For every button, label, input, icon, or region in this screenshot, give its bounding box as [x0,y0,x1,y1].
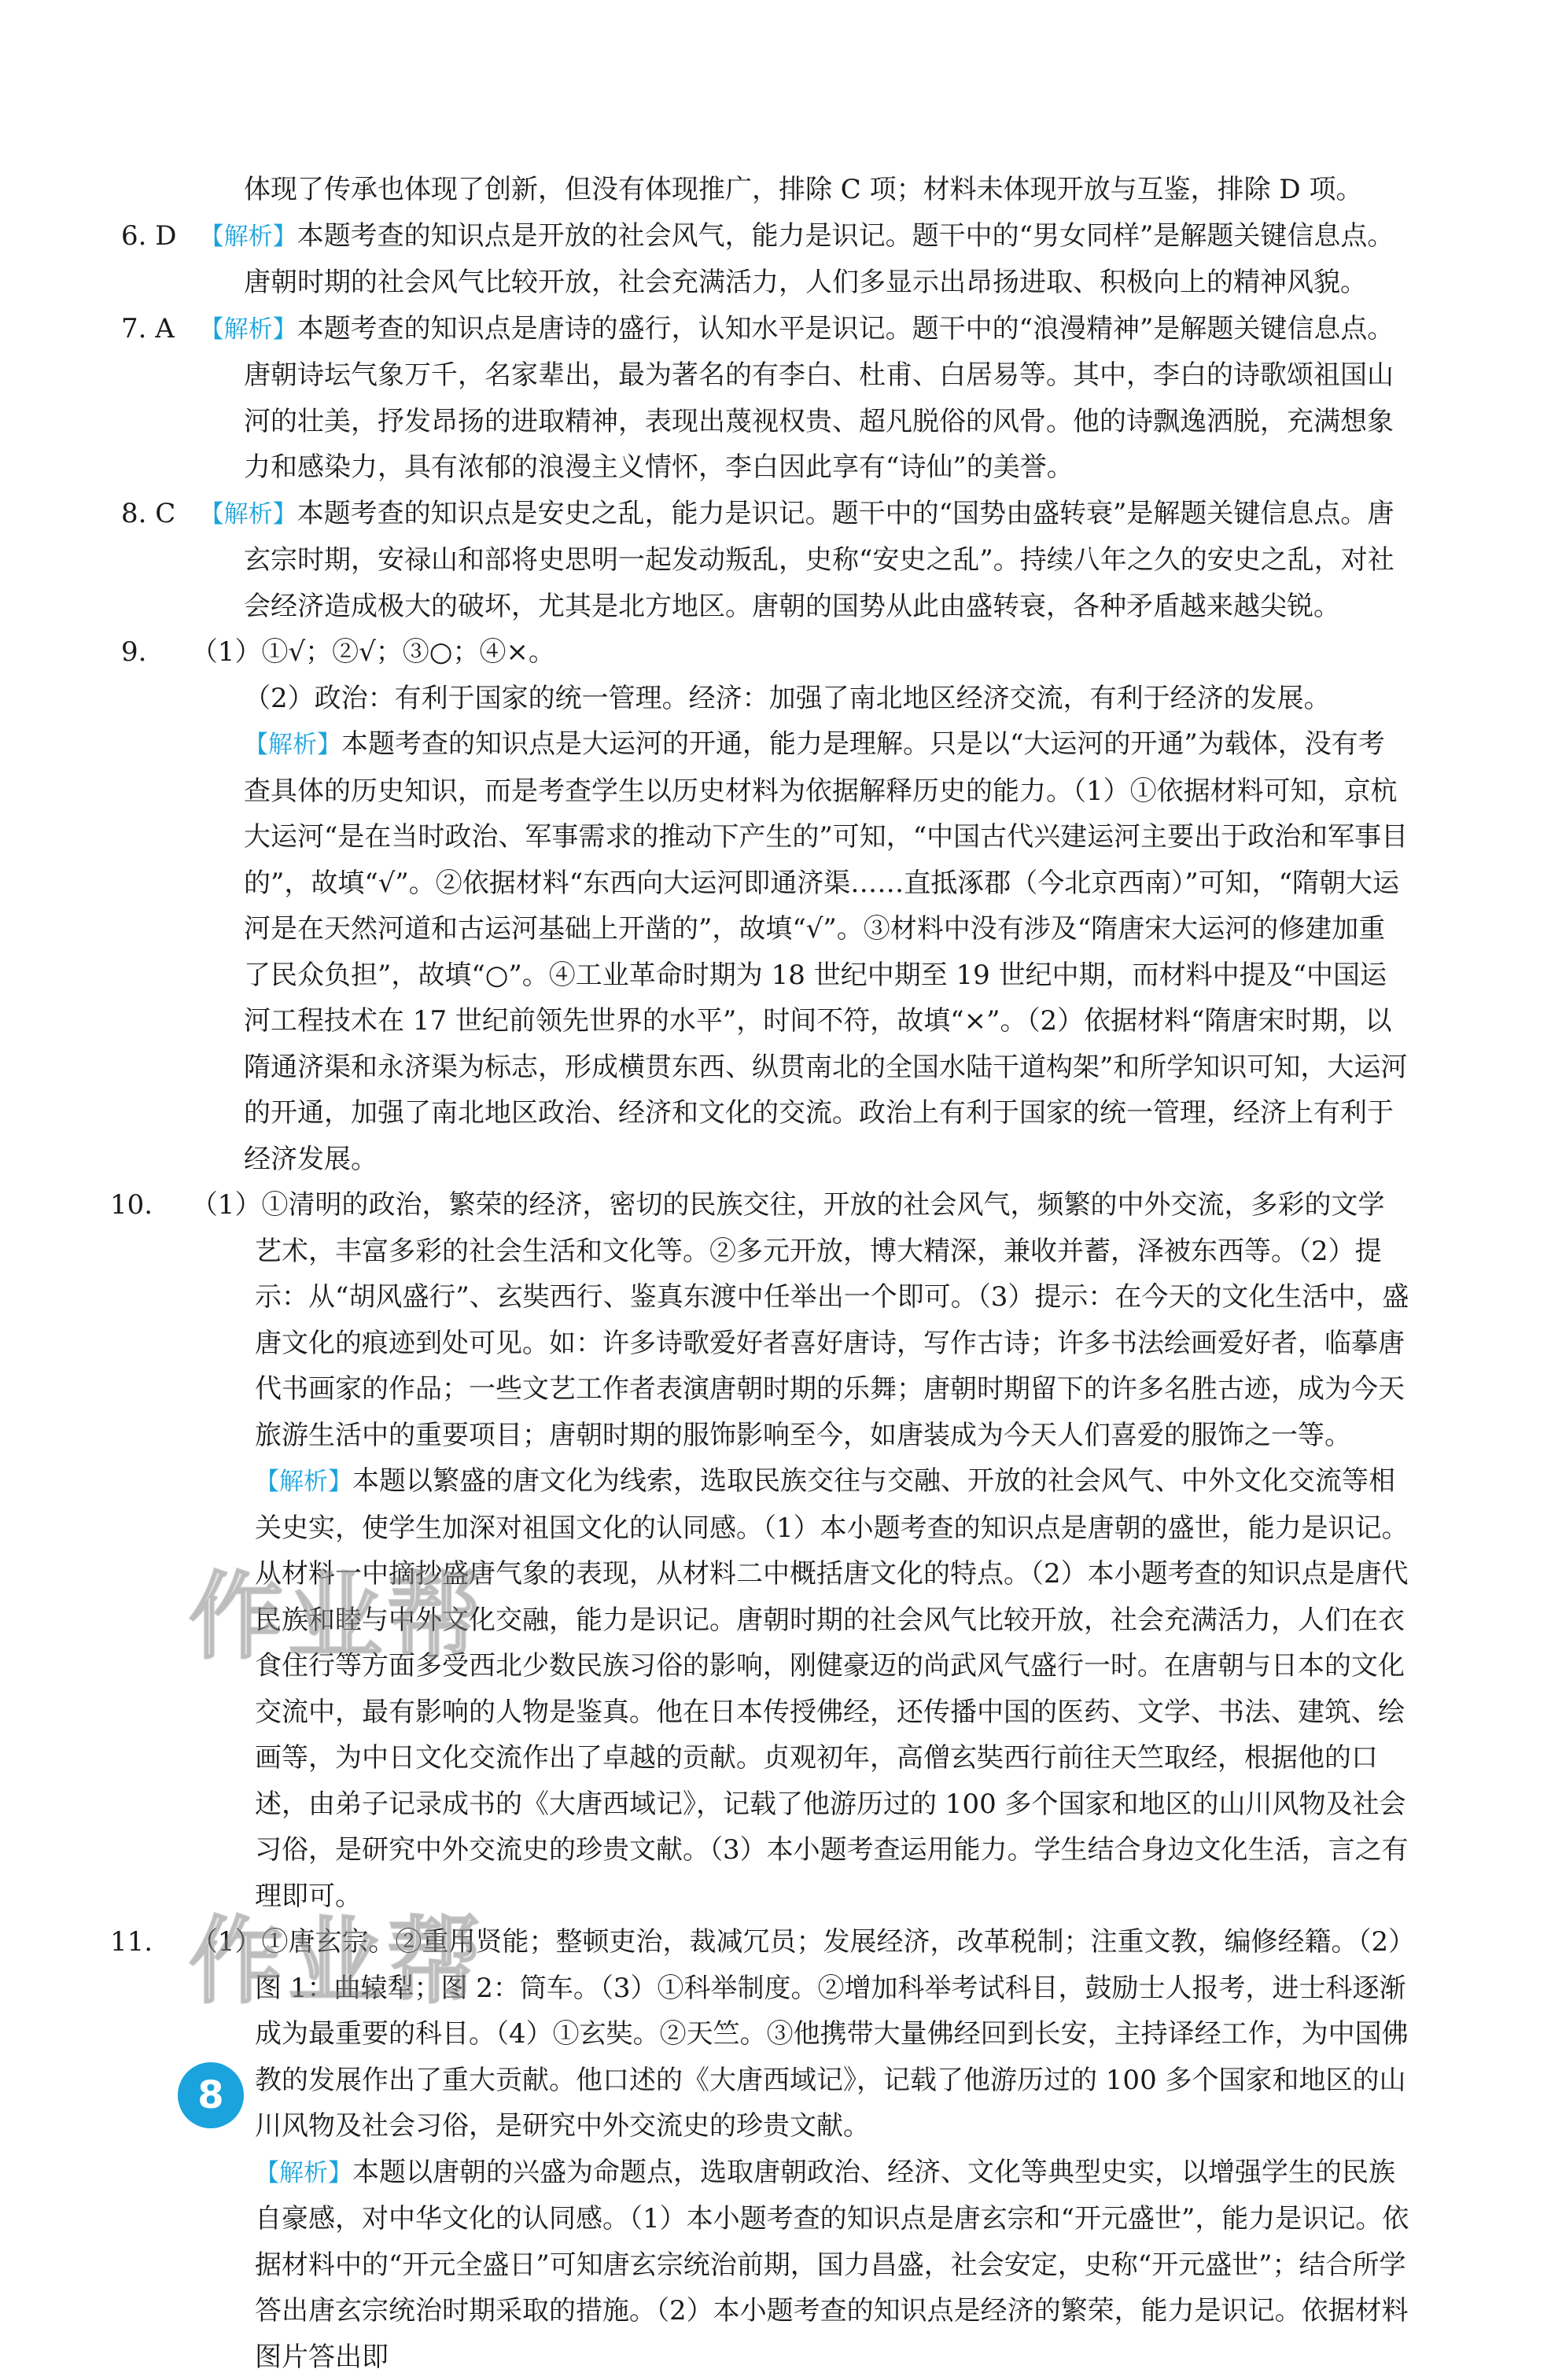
analysis-text: 本题以唐朝的兴盛为命题点，选取唐朝政治、经济、文化等典型史实，以增强学生的民族自豪感，对中华文化的认同感。（1）本小题考查的知识点是唐玄宗和“开元盛世”，能力是识记。依据材料中的“开元全盛日”可知唐玄宗统治前期，国力昌盛，社会安定，史称“开元盛世”；结合所学答出唐玄宗统治时期采取的措施。（2）本小题考查的知识点是经济的繁荣，能力是识记。依据材料图片答出即 [255,2157,1409,2373]
answer-part-2: （2）政治：有利于国家的统一管理。经济：加强了南北地区经济交流，有利于经济的发展。 [182,676,1409,722]
analysis-tag: 【解析】 [200,500,297,529]
question-11: 11. （1）①唐玄宗。②重用贤能；整顿吏治，裁减冗员；发展经济，改革税制；注重文教，编修经籍。（2）图 1：曲辕犁；图 2：筒车。（3）①科举制度。②增加科举考试科目，鼓励士人报考，进士科逐渐成为最重要的科目。（4）①玄奘。②天竺。③他携带大量佛经回到长安，主持译经工作，为中国佛教的发展作出了重大贡献。他口述的《大唐西域记》，记载了他游历过的 100 多个国家和地区的山川风物及社会习俗，是研究中外交流史的珍贵文献。 [182,1919,1409,2150]
watermark: 作业帮 [189,1542,486,1677]
analysis-tag: 【解析】 [255,2159,352,2187]
analysis-text: 本题以繁盛的唐文化为线索，选取民族交往与交融、开放的社会风气、中外文化交流等相关史实，使学生加深对祖国文化的认同感。（1）本小题考查的知识点是唐朝的盛世，能力是识记。从材料一中摘抄盛唐气象的表现，从材料二中概括唐文化的特点。（2）本小题考查的知识点是唐代民族和睦与中外文化交融，能力是识记。唐朝时期的社会风气比较开放，社会充满活力，人们在衣食住行等方面多受西北少数民族习俗的影响，刚健豪迈的尚武风气盛行一时。在唐朝与日本的文化交流中，最有影响的人物是鉴真。他在日本传授佛经，还传播中国的医药、文学、书法、建筑、绘画等，为中日文化交流作出了卓越的贡献。贞观初年，高僧玄奘西行前往天竺取经，根据他的口述，由弟子记录成书的《大唐西域记》，记载了他游历过的 100 多个国家和地区的山川风物及社会习俗，是研究中外交流史的珍贵文献。（3）本小题考查运用能力。学生结合身边文化生活，言之有理即可。 [255,1465,1409,1912]
line-continuation: 体现了传承也体现了创新，但没有体现推广，排除 C 项；材料未体现开放与互鉴，排除 D 项。 [182,167,1409,213]
answer-text: （1）①清明的政治，繁荣的经济，密切的民族交往，开放的社会风气，频繁的中外交流，多彩的文学艺术，丰富多彩的社会生活和文化等。②多元开放，博大精深，兼收并蓄，泽被东西等。（2）提示：从“胡风盛行”、玄奘西行、鉴真东渡中任举出一个即可。（3）提示：在今天的文化生活中，盛唐文化的痕迹到处可见。如：许多诗歌爱好者喜好唐诗，写作古诗；许多书法绘画爱好者，临摹唐代书画家的作品；一些文艺工作者表演唐朝时期的乐舞；唐朝时期留下的许多名胜古迹，成为今天旅游生活中的重要项目；唐朝时期的服饰影响至今，如唐装成为今天人们喜爱的服饰之一等。 [191,1189,1409,1451]
analysis-tag: 【解析】 [255,1468,352,1496]
answer-text: （1）①唐玄宗。②重用贤能；整顿吏治，裁减冗员；发展经济，改革税制；注重文教，编修经籍。（2）图 1：曲辕犁；图 2：筒车。（3）①科举制度。②增加科举考试科目，鼓励士人报考，进士科逐渐成为最重要的科目。（4）①玄奘。②天竺。③他携带大量佛经回到长安，主持译经工作，为中国佛教的发展作出了重大贡献。他口述的《大唐西域记》，记载了他游历过的 100 多个国家和地区的山川风物及社会习俗，是研究中外交流史的珍贵文献。 [191,1926,1409,2142]
analysis-text: 本题考查的知识点是安史之乱，能力是识记。题干中的“国势由盛转衰”是解题关键信息点。唐玄宗时期，安禄山和部将史思明一起发动叛乱，史称“安史之乱”。持续八年之久的安史之乱，对社会经济造成极大的破坏，尤其是北方地区。唐朝的国势从此由盛转衰，各种矛盾越来越尖锐。 [244,498,1394,622]
analysis-text: 本题考查的知识点是开放的社会风气，能力是识记。题干中的“男女同样”是解题关键信息点。唐朝时期的社会风气比较开放，社会充满活力，人们多显示出昂扬进取、积极向上的精神风貌。 [244,220,1394,299]
question-8: 8. C 【解析】本题考查的知识点是安史之乱，能力是识记。题干中的“国势由盛转衰”是解题关键信息点。唐玄宗时期，安禄山和部将史思明一起发动叛乱，史称“安史之乱”。持续八年之久的安史之乱，对社会经济造成极大的破坏，尤其是北方地区。唐朝的国势从此由盛转衰，各种矛盾越来越尖锐。 [182,491,1409,630]
answer-part-1: （1）①√；②√；③○；④×。 [191,636,555,668]
question-10-analysis [182,1458,1409,1919]
watermark: 作业帮 [189,1886,486,2021]
question-6: 6. D 【解析】本题考查的知识点是开放的社会风气，能力是识记。题干中的“男女同样”是解题关键信息点。唐朝时期的社会风气比较开放，社会充满活力，人们多显示出昂扬进取、积极向上的精神风貌。 [182,213,1409,306]
analysis-text: 本题考查的知识点是唐诗的盛行，认知水平是识记。题干中的“浪漫精神”是解题关键信息点。唐朝诗坛气象万千，名家辈出，最为著名的有李白、杜甫、白居易等。其中，李白的诗歌颂祖国山河的壮美，抒发昂扬的进取精神，表现出蔑视权贵、超凡脱俗的风骨。他的诗飘逸洒脱，充满想象力和感染力，具有浓郁的浪漫主义情怀，李白因此享有“诗仙”的美誉。 [244,313,1394,484]
page-number-badge: 8 [178,2062,244,2128]
question-10: 10. （1）①清明的政治，繁荣的经济，密切的民族交往，开放的社会风气，频繁的中外交流，多彩的文学艺术，丰富多彩的社会生活和文化等。②多元开放，博大精深，兼收并蓄，泽被东西等。（2）提示：从“胡风盛行”、玄奘西行、鉴真东渡中任举出一个即可。（3）提示：在今天的文化生活中，盛唐文化的痕迹到处可见。如：许多诗歌爱好者喜好唐诗，写作古诗；许多书法绘画爱好者，临摹唐代书画家的作品；一些文艺工作者表演唐朝时期的乐舞；唐朝时期留下的许多名胜古迹，成为今天旅游生活中的重要项目；唐朝时期的服饰影响至今，如唐装成为今天人们喜爱的服饰之一等。 [182,1182,1409,1458]
question-9-analysis [182,721,1409,1182]
answer-content [182,167,1409,2380]
analysis-tag: 【解析】 [244,731,341,759]
question-9: 9. （1）①√；②√；③○；④×。 [182,629,1409,676]
analysis-text: 本题考查的知识点是大运河的开通，能力是理解。只是以“大运河的开通”为载体，没有考查具体的历史知识，而是考查学生以历史材料为依据解释历史的能力。（1）①依据材料可知，京杭大运河“是在当时政治、军事需求的推动下产生的”可知，“中国古代兴建运河主要出于政治和军事目的”，故填“√”。②依据材料“东西向大运河即通济渠……直抵涿郡（今北京西南）”可知，“隋朝大运河是在天然河道和古运河基础上开凿的”，故填“√”。③材料中没有涉及“隋唐宋大运河的修建加重了民众负担”，故填“○”。④工业革命时期为 18 世纪中期至 19 世纪中期，而材料中提及“中国运河工程技术在 17 世纪前领先世界的水平”，时间不符，故填“×”。（2）依据材料“隋唐宋时期，以隋通济渠和永济渠为标志，形成横贯东西、纵贯南北的全国水陆干道构架”和所学知识可知，大运河的开通，加强了南北地区政治、经济和文化的交流。政治上有利于国家的统一管理，经济上有利于经济发展。 [244,728,1408,1175]
analysis-tag: 【解析】 [200,315,297,344]
question-7: 7. A 【解析】本题考查的知识点是唐诗的盛行，认知水平是识记。题干中的“浪漫精神”是解题关键信息点。唐朝诗坛气象万千，名家辈出，最为著名的有李白、杜甫、白居易等。其中，李白的诗歌颂祖国山河的壮美，抒发昂扬的进取精神，表现出蔑视权贵、超凡脱俗的风骨。他的诗飘逸洒脱，充满想象力和感染力，具有浓郁的浪漫主义情怀，李白因此享有“诗仙”的美誉。 [182,306,1409,491]
analysis-tag: 【解析】 [200,223,297,251]
question-11-analysis [182,2150,1409,2380]
